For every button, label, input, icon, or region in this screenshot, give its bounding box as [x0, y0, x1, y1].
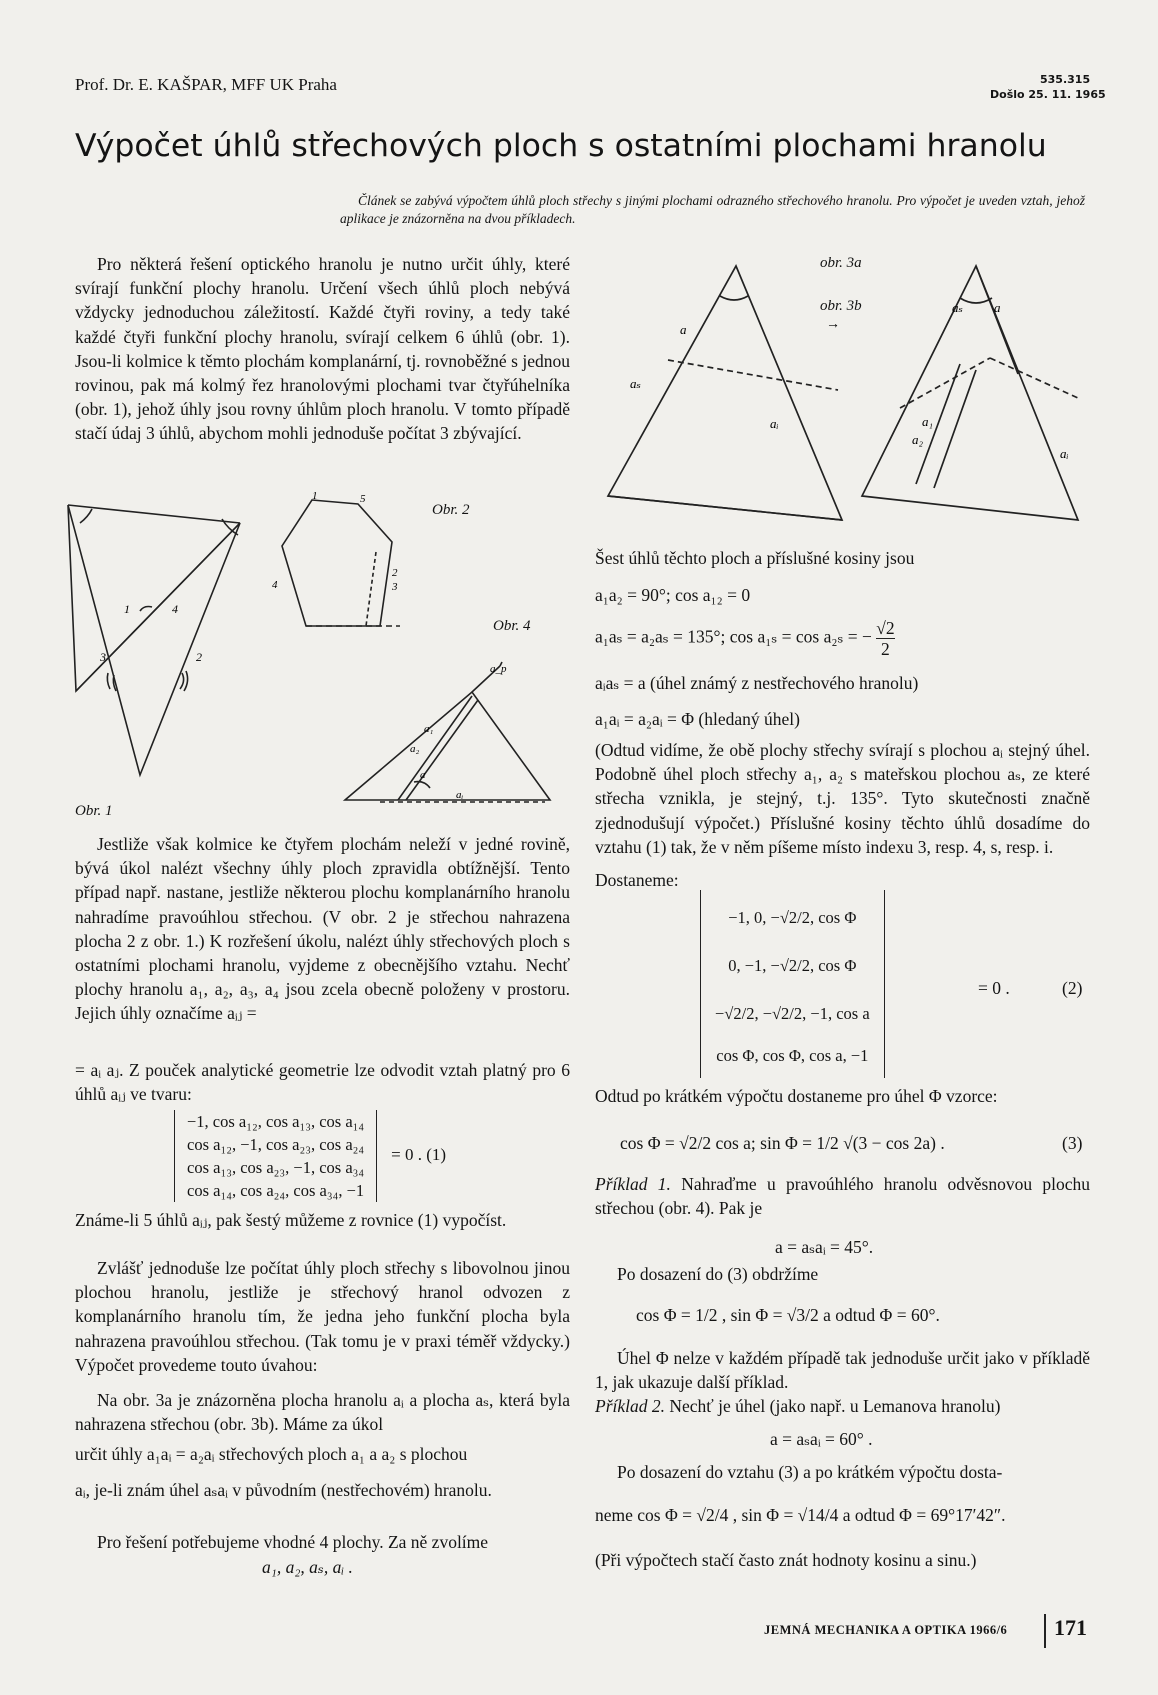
- fig3b-label-as: aₛ: [952, 300, 963, 315]
- det2-row-1: −1, 0, −√2/2, cos Φ: [728, 908, 857, 927]
- fig4-label-ai: aᵢ: [456, 789, 464, 801]
- fig2-label-2: 2: [392, 567, 398, 579]
- left-paragraph-2b: = aᵢ aⱼ. Z pouček analytické geometrie lze odvodit vztah platný pro 6 úhlů aᵢⱼ ve tvaru:: [75, 1060, 570, 1105]
- det2-rhs: = 0 .: [978, 978, 1010, 998]
- obr1-caption: Obr. 1: [75, 803, 113, 819]
- right-paragraph-2: (Odtud vidíme, že obě plochy střechy svírají s plochou aᵢ stejný úhel. Podobně úhel ploch střechy a₁, a₂ s mateřskou plochou aₛ, ze které střecha vznikla, je stejný, t.j. 135°. Tyto skutečnosti značně zjednodušují výpočet.) Příslušné kosiny těchto úhlů dosadíme do vztahu (1) tak, že v něm píšeme místo indexu 3, resp. 4, s, resp. i.: [595, 740, 1090, 857]
- example-1-text: Nahraďme u pravoúhlého hranolu odvěsnovou plochu střechou (obr. 4). Pak je: [595, 1174, 1091, 1219]
- right-eq-6: a = aₛaᵢ = 45°.: [775, 1237, 874, 1257]
- right-eq-5: cos Φ = √2/2 cos a; sin Φ = 1/2 √(3 − cos 2a) .: [620, 1133, 945, 1153]
- right-eq-4: a₁aᵢ = a₂aᵢ = Φ (hledaný úhel): [595, 709, 800, 729]
- fig4-label-ap: a_p: [490, 663, 507, 675]
- fig3b-label-a: a: [994, 300, 1001, 315]
- figure-1: [62, 495, 282, 805]
- footer-journal: JEMNÁ MECHANIKA A OPTIKA 1966/6: [764, 1623, 1008, 1637]
- page-number: 171: [1054, 1615, 1087, 1640]
- right-eq-8: a = aₛaᵢ = 60° .: [770, 1429, 873, 1449]
- footer-divider: [1044, 1614, 1046, 1648]
- example-1-label: Příklad 1.: [595, 1174, 671, 1194]
- fig3a-label-as: aₛ: [630, 376, 641, 391]
- example-2-label: Příklad 2.: [595, 1396, 665, 1416]
- det2-row-3: −√2/2, −√2/2, −1, cos a: [715, 1004, 870, 1023]
- right-paragraph-9: Po dosazení do vztahu (3) a po krátkém výpočtu dosta-: [617, 1462, 1003, 1482]
- left-paragraph-1: Pro některá řešení optického hranolu je nutno určit úhly, které svírají funkční plochy hranolu. Určení všech úhlů ploch nebývá vždycky jednoduchou záležitostí. Každé čtyři roviny, a tedy také každé čtyři funkční plochy hranolu, svírají celkem 6 úhlů (obr. 1). Jsou-li kolmice k těmto plochám komplanární, tj. rovnoběžné s jednou rovinou, pak má kolmý řez hranolovými plochami tvar čtyřúhelníka (obr. 1), jehož úhly jsou rovny úhlům ploch hranolu. V tomto případě stačí údaj 3 úhlů, abychom mohli jednoduše počítat 3 zbývající.: [75, 254, 570, 444]
- received-date: Došlo 25. 11. 1965: [990, 88, 1106, 101]
- det1-row-1: −1, cos a₁₂, cos a₁₃, cos a₁₄: [187, 1112, 365, 1131]
- left-paragraph-4: Zvlášť jednoduše lze počítat úhly ploch střechy s libovolnou jinou plochou hranolu, jestliže je střechový hranol odvozen z komplanárního hranolu tím, že jedna jeho funkční plocha byla nahrazena pravoúhlou střechou. (Tak tomu je v praxi téměř vždycky.) Výpočet provedeme touto úvahou:: [75, 1258, 570, 1375]
- left-paragraph-5: Na obr. 3a je znázorněna plocha hranolu aᵢ a plocha aₛ, která byla nahrazena střechou (obr. 3b). Máme za úkol: [75, 1390, 570, 1435]
- fig2-label-5: 5: [360, 493, 366, 505]
- fig3a-triangle: [608, 266, 842, 520]
- fig3b-label-a1: a₁: [922, 414, 934, 429]
- fig3a-label-ai: aᵢ: [770, 416, 779, 431]
- obr3b-caption: obr. 3b: [820, 298, 862, 314]
- fig1-label-1: 1: [124, 602, 130, 616]
- fig2-label-1: 1: [312, 492, 318, 502]
- figure-2: [272, 492, 412, 632]
- right-eq-9: neme cos Φ = √2/4 , sin Φ = √14/4 a odtud Φ = 69°17′42″.: [595, 1505, 1006, 1525]
- left-paragraph-3: Známe-li 5 úhlů aᵢⱼ, pak šestý můžeme z rovnice (1) vypočíst.: [75, 1210, 507, 1230]
- right-paragraph-7: Úhel Φ nelze v každém případě tak jednoduše určit jako v příkladě 1, jak ukazuje další příklad.: [595, 1348, 1090, 1393]
- det1-rhs: = 0 . (1): [391, 1144, 447, 1164]
- fig3a-label-a: a: [680, 322, 687, 337]
- right-paragraph-5: [595, 1172, 1090, 1220]
- udc-code: 535.315: [1040, 73, 1091, 86]
- left-paragraph-5c: aᵢ, je-li znám úhel aₛaᵢ v původním (nestřechovém) hranolu.: [75, 1480, 492, 1500]
- figure-4: [340, 652, 560, 814]
- det1-row-2: cos a₁₂, −1, cos a₂₃, cos a₂₄: [187, 1135, 365, 1154]
- det2-row-2: 0, −1, −√2/2, cos Φ: [728, 956, 857, 975]
- right-paragraph-3: Dostaneme:: [595, 870, 679, 890]
- det1-row-4: cos a₁₄, cos a₂₄, cos a₃₄, −1: [187, 1181, 365, 1200]
- fig4-label-a2: a₂: [410, 743, 420, 755]
- fig3b-shape: [862, 266, 1078, 520]
- det1-row-3: cos a₁₃, cos a₂₃, −1, cos a₃₄: [187, 1158, 365, 1177]
- det2-number: (2): [1062, 978, 1083, 998]
- right-eq-5-number: (3): [1062, 1133, 1083, 1153]
- fig1-polygon: [68, 505, 240, 775]
- right-eq-1: a₁a₂ = 90°; cos a₁₂ = 0: [595, 585, 751, 605]
- abstract: Článek se zabývá výpočtem úhlů ploch střechy s jinými plochami odrazného střechového hranolu. Pro výpočet je uveden vztah, jehož aplikace je znázorněna na dvou příkladech.: [340, 193, 1085, 226]
- fig2-label-4: 4: [272, 579, 278, 591]
- fig3-arrow: →: [826, 317, 840, 332]
- fig4-label-a: a: [420, 769, 426, 781]
- right-paragraph-10: (Při výpočtech stačí často znát hodnoty kosinu a sinu.): [595, 1550, 977, 1570]
- right-paragraph-1: Šest úhlů těchto ploch a příslušné kosiny jsou: [595, 548, 915, 568]
- determinant-1: [174, 1110, 446, 1202]
- fig4-label-a1: a₁: [424, 723, 434, 735]
- obr4-caption: Obr. 4: [493, 618, 531, 634]
- obr2-caption: Obr. 2: [432, 502, 470, 518]
- fig3b-label-a2: a₂: [912, 432, 924, 447]
- right-eq-7: cos Φ = 1/2 , sin Φ = √3/2 a odtud Φ = 60°.: [636, 1305, 940, 1325]
- determinant-2: [700, 890, 885, 1078]
- obr3a-caption: obr. 3a: [820, 255, 862, 271]
- fig2-pentagon: [282, 500, 392, 626]
- right-eq-3: aᵢaₛ = a (úhel známý z nestřechového hranolu): [595, 673, 919, 693]
- fig4-triangle: [345, 692, 550, 800]
- fig1-label-4: 4: [172, 602, 178, 616]
- left-paragraph-5b: určit úhly a₁aᵢ = a₂aᵢ střechových ploch a₁ a a₂ s plochou: [75, 1444, 468, 1464]
- right-paragraph-4: Odtud po krátkém výpočtu dostaneme pro úhel Φ vzorce:: [595, 1086, 998, 1106]
- right-paragraph-8: [595, 1394, 1090, 1418]
- left-paragraph-2: Jestliže však kolmice ke čtyřem plochám neleží v jedné rovině, bývá úkol nalézt všechny úhly ploch zpravidla obtížnější. Tento případ např. nastane, jestliže některou plochu komplanárního hranolu nahradíme pravoúhlou střechou. (V obr. 2 je střechou nahrazena plocha 2 z obr. 1.) K rozřešení úkolu, nalézt úhly střechových ploch s ostatními plochami hranolu, vyjdeme z obecnějšího vztahu. Nechť plochy hranolu a₁, a₂, a₃, a₄ jsou zcela obecně položeny v prostoru. Jejich úhly označíme aᵢⱼ =: [75, 834, 570, 1024]
- page-title: Výpočet úhlů střechových ploch s ostatními plochami hranolu: [75, 128, 1047, 164]
- fig2-label-3: 3: [392, 581, 398, 593]
- left-eq-planes: a₁, a₂, aₛ, aᵢ .: [262, 1557, 353, 1577]
- fig1-label-2: 2: [196, 650, 202, 664]
- det2-row-4: cos Φ, cos Φ, cos a, −1: [716, 1046, 869, 1065]
- right-paragraph-6: Po dosazení do (3) obdržíme: [617, 1264, 819, 1284]
- left-paragraph-6: Pro řešení potřebujeme vhodné 4 plochy. Za ně zvolíme: [97, 1532, 489, 1552]
- example-2-text: Nechť je úhel (jako např. u Lemanova hranolu): [669, 1396, 1001, 1416]
- author-line: Prof. Dr. E. KAŠPAR, MFF UK Praha: [75, 75, 337, 94]
- fig3b-label-ai: aᵢ: [1060, 446, 1069, 461]
- right-eq-2: a₁aₛ = a₂aₛ = 135°; cos a₁ₛ = cos a₂ₛ = − $\frac{√2}{2}$: [595, 618, 895, 659]
- fig1-label-3: 3: [100, 650, 106, 664]
